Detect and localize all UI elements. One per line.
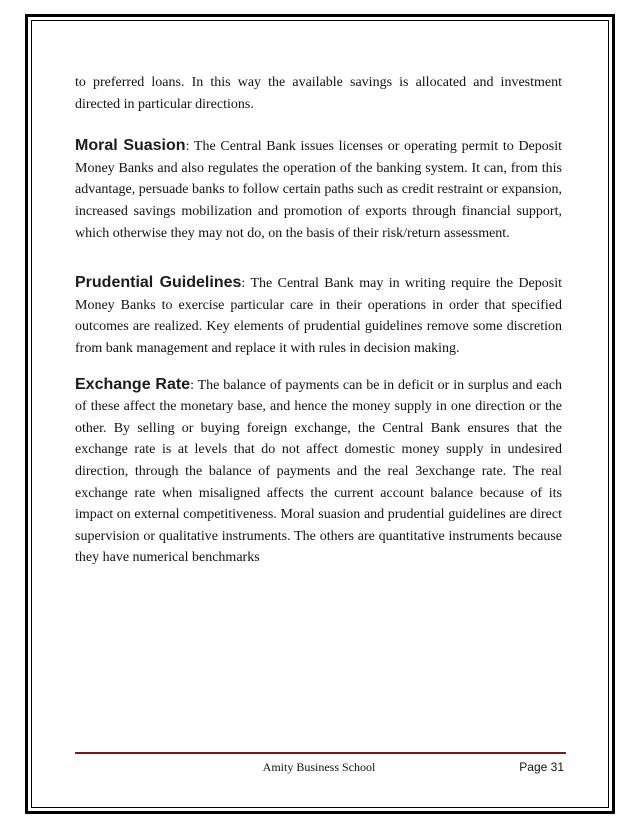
footer-rule [75,752,566,754]
section-exchange-rate: Exchange Rate: The balance of payments can be in deficit or in surplus and each of these affect the monetary base, and hence the money supply in one direction or the other. By selling or buying foreign exchange, the Central Bank ensures that the exchange rate is at levels that do not affect domestic money supply in undesired direction, through the balance of payments and the real 3exchange rate. The real exchange rate when misaligned affects the current account balance because of its impact on external competitiveness. Moral suasion and prudential guidelines are direct supervision or qualitative instruments. The others are quantitative instruments because they have numerical benchmarks [75,375,563,566]
footer-school-name: Amity Business School [262,760,376,774]
section-title-exchange-rate: Exchange Rate [75,375,191,393]
section-title-moral-suasion: Moral Suasion [75,137,186,155]
section-title-prudential-guidelines: Prudential Guidelines [75,274,242,292]
section-body-moral-suasion: The Central Bank issues licenses or operating permit to Deposit Money Banks and also regulates the operation of the banking system. It can, from this advantage, persuade banks to follow certain paths such as credit restraint or expansion, increased savings mobilization and promotion of exports through financial support, which otherwise they may not do, on the basis of their risk/return assessment. [75,139,563,241]
section-moral-suasion: Moral Suasion: The Central Bank issues licenses or operating permit to Deposit Money Banks and also regulates the operation of the banking system. It can, from this advantage, persuade banks to follow certain paths such as credit restraint or expansion, increased savings mobilization and promotion of exports through financial support, which otherwise they may not do, on the basis of their risk/return assessment. [75,137,563,241]
section-body-exchange-rate: The balance of payments can be in deficit or in surplus and each of these affect the monetary base, and hence the money supply in one direction or the other. By selling or buying foreign exchange, the Central Bank ensures that the exchange rate is at levels that do not affect domestic money supply in undesired direction, through the balance of payments and the real 3exchange rate. The real exchange rate when misaligned affects the current account balance because of its impact on external competitiveness. Moral suasion and prudential guidelines are direct supervision or qualitative instruments. The others are quantitative instruments because they have numerical benchmarks [75,377,563,566]
section-prudential-guidelines: Prudential Guidelines: The Central Bank may in writing require the Deposit Money Banks to exercise particular care in their operations in order that specified outcomes are realized. Key elements of prudential guidelines remove some discretion from bank management and replace it with rules in decision making. [75,274,562,356]
footer-page-number: Page 31 [519,760,564,774]
section-body-prudential-guidelines: The Central Bank may in writing require the Deposit Money Banks to exercise particular care in their operations in order that specified outcomes are realized. Key elements of prudential guidelines remove some discretion from bank management and replace it with rules in decision making. [75,276,562,356]
intro-paragraph: to preferred loans. In this way the available savings is allocated and investment directed in particular directions. [75,75,562,112]
document-body [75,72,562,569]
